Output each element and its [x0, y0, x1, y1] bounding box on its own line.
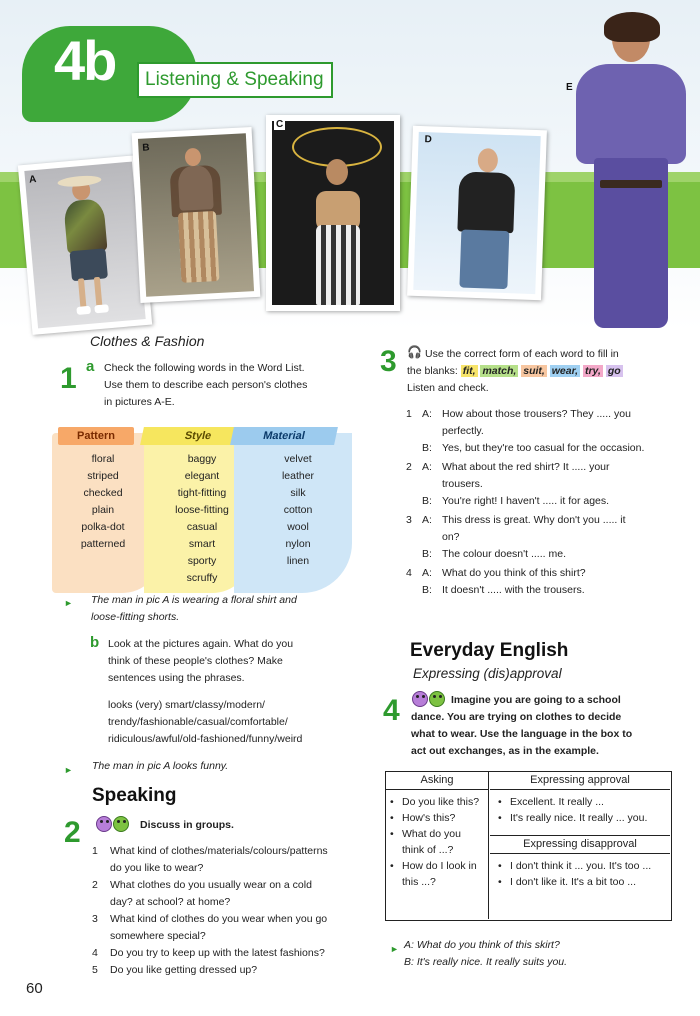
- page-number: 60: [26, 980, 43, 997]
- material-item: wool: [287, 521, 309, 533]
- pair-work-icon: [96, 816, 112, 832]
- exercise-4-line: Imagine you are going to a school: [451, 694, 621, 706]
- dialogue-b: [422, 493, 668, 510]
- photo-e: [556, 8, 700, 330]
- question-line: somewhere special?: [110, 930, 206, 942]
- material-item: cotton: [283, 504, 313, 516]
- question-number: 5: [92, 964, 98, 976]
- everyday-english-subheading: Expressing (dis)approval: [413, 666, 562, 681]
- pattern-list: [58, 451, 148, 553]
- photo-e-label: E: [566, 82, 573, 93]
- exercise-4-instruction: [411, 692, 673, 760]
- dialogue-line: What do you think of this shirt?: [442, 567, 586, 579]
- dialogue-line: trousers.: [442, 478, 483, 490]
- dialogue-line: This dress is great. Why don't you ..... it: [442, 514, 626, 526]
- exercise-1-number: 1: [60, 362, 77, 395]
- style-item: casual: [186, 521, 218, 533]
- speaker-b: B:: [422, 442, 432, 454]
- style-item: loose-fitting: [175, 504, 229, 516]
- material-item: velvet: [284, 453, 312, 465]
- style-item: smart: [188, 538, 216, 550]
- exercise-1a-line: in pictures A-E.: [104, 396, 175, 408]
- phrase-table: [385, 771, 672, 921]
- pattern-item: polka-dot: [81, 521, 125, 533]
- asking-item: • How do I look in this ...?: [390, 858, 480, 890]
- exercise-4-line: what to wear. Use the language in the box to: [411, 728, 633, 740]
- fill-word: fit,: [462, 365, 476, 377]
- photo-a-label: A: [28, 174, 37, 186]
- approval-list: [498, 794, 668, 826]
- dialogue-item: [404, 459, 668, 510]
- speaker-b: B:: [422, 548, 432, 560]
- word-table: [52, 425, 352, 593]
- phrases-list: [108, 697, 358, 748]
- dialogue-line: You're right! I haven't ..... it for ages.: [442, 495, 610, 507]
- speaking-heading: Speaking: [92, 785, 177, 806]
- question-line: Do you like getting dressed up?: [110, 964, 258, 976]
- material-list: [250, 451, 346, 570]
- example-line: B: It's really nice. It really suits you.: [404, 956, 568, 968]
- phrase-line: ridiculous/awful/old-fashioned/funny/weird: [108, 733, 303, 745]
- photo-d: [407, 126, 547, 301]
- material-heading: Material: [230, 427, 338, 445]
- exercise-3-dialogues: [404, 406, 668, 599]
- dialogue-number: 3: [406, 514, 412, 526]
- fill-word: match,: [482, 365, 517, 377]
- pattern-heading: Pattern: [58, 427, 134, 445]
- asking-item: • Do you like this?: [390, 794, 480, 810]
- style-item: elegant: [184, 470, 220, 482]
- speaker-a: A:: [422, 408, 432, 420]
- exercise-2-number: 2: [64, 816, 81, 849]
- photo-d-label: D: [424, 134, 432, 146]
- exercise-1a-line: Check the following words in the Word List.: [104, 362, 305, 374]
- material-item: linen: [286, 555, 310, 567]
- dialogue-item: [404, 512, 668, 563]
- exercise-1b-line: Look at the pictures again. What do you: [108, 638, 294, 650]
- material-item: nylon: [285, 538, 311, 550]
- pattern-item: checked: [83, 487, 123, 499]
- speaker-a: A:: [422, 514, 432, 526]
- exercise-1b-line: think of these people's clothes? Make: [108, 655, 283, 667]
- speaker-b: B:: [422, 495, 432, 507]
- speaking-questions: [92, 843, 362, 979]
- exercise-1a-text: [104, 360, 354, 411]
- lesson-title-text: Listening & Speaking: [145, 69, 324, 90]
- asking-item: • How's this?: [390, 810, 480, 826]
- example-line: The man in pic A is wearing a floral shirt and: [91, 594, 297, 606]
- dialogue-line: The colour doesn't ..... me.: [442, 548, 566, 560]
- section-title-clothes: Clothes & Fashion: [90, 333, 205, 349]
- example-arrow-icon: ►: [64, 598, 73, 608]
- photo-a: [18, 155, 152, 335]
- unit-number: 4b: [54, 29, 116, 92]
- speaker-a: A:: [422, 567, 432, 579]
- exercise-3-line: Listen and check.: [407, 382, 489, 394]
- approval-column: [490, 772, 670, 836]
- photo-b-label: B: [142, 142, 150, 154]
- example-line: A: What do you think of this skirt?: [404, 939, 560, 951]
- fill-word: go: [607, 365, 621, 377]
- speaker-b: B:: [422, 584, 432, 596]
- question-number: 1: [92, 845, 98, 857]
- exercise-1b-letter: b: [90, 634, 100, 651]
- exercise-1a-line: Use them to describe each person's clothes: [104, 379, 308, 391]
- lesson-title: [137, 62, 333, 98]
- phrase-line: looks (very) smart/classy/modern/: [108, 699, 265, 711]
- dialogue-number: 4: [406, 567, 412, 579]
- exercise-1b-text: [108, 636, 358, 687]
- asking-item: • What do you think of ...?: [390, 826, 480, 858]
- question-number: 4: [92, 947, 98, 959]
- question-line: What kind of clothes do you wear when you go: [110, 913, 328, 925]
- material-item: silk: [290, 487, 306, 499]
- example-arrow-icon: ►: [390, 944, 399, 954]
- material-item: leather: [281, 470, 315, 482]
- exercise-3-prefix: the blanks:: [407, 365, 458, 377]
- pattern-item: patterned: [80, 538, 126, 550]
- exercise-3-line: Use the correct form of each word to fill in: [425, 348, 619, 360]
- dialogue-item: [404, 565, 668, 599]
- everyday-english-heading: Everyday English: [410, 640, 569, 661]
- style-item: baggy: [187, 453, 217, 465]
- exercise-4-line: dance. You are trying on clothes to decide: [411, 711, 622, 723]
- asking-list: [390, 794, 480, 890]
- dialogue-line: Yes, but they're too casual for the occasion.: [442, 442, 645, 454]
- exercise-1b-line: sentences using the phrases.: [108, 672, 245, 684]
- exercise-1a-example: [91, 592, 361, 626]
- exercise-4-line: act out exchanges, as in the example.: [411, 745, 599, 757]
- dialogue-line: on?: [442, 531, 460, 543]
- dialogue-b: [422, 440, 668, 457]
- disapproval-column: [490, 836, 670, 919]
- dialogue-line: What about the red shirt? It ..... your: [442, 461, 610, 473]
- style-item: scruffy: [186, 572, 218, 584]
- disapproval-item: • I don't think it ... you. It's too ...: [498, 858, 666, 874]
- example-arrow-icon: ►: [64, 765, 73, 775]
- asking-column: [386, 772, 489, 919]
- style-list: [154, 451, 250, 587]
- exercise-2-instruction: Discuss in groups.: [140, 819, 234, 831]
- approval-heading: Expressing approval: [490, 772, 670, 790]
- question-item: [92, 945, 362, 962]
- dialogue-b: [422, 582, 668, 599]
- exercise-3-words-line: [407, 363, 677, 380]
- pattern-item: striped: [87, 470, 119, 482]
- photo-c: [266, 115, 400, 311]
- question-number: 3: [92, 913, 98, 925]
- style-item: tight-fitting: [177, 487, 227, 499]
- style-heading: Style: [140, 427, 256, 445]
- dialogue-number: 2: [406, 461, 412, 473]
- exercise-4-example: [404, 937, 674, 971]
- dialogue-number: 1: [406, 408, 412, 420]
- pair-work-icon: [113, 816, 129, 832]
- dialogue-line: How about those trousers? They ..... you: [442, 408, 631, 420]
- example-line: loose-fitting shorts.: [91, 611, 180, 623]
- dialogue-b: [422, 546, 668, 563]
- exercise-3-instruction: [407, 346, 677, 397]
- question-line: What clothes do you usually wear on a cold: [110, 879, 312, 891]
- disapproval-item: • I don't like it. It's a bit too ...: [498, 874, 666, 890]
- style-item: sporty: [187, 555, 217, 567]
- phrase-line: trendy/fashionable/casual/comfortable/: [108, 716, 288, 728]
- approval-item: • Excellent. It really ...: [498, 794, 668, 810]
- question-line: do you like to wear?: [110, 862, 204, 874]
- question-item: [92, 843, 362, 877]
- approval-item: • It's really nice. It really ... you.: [498, 810, 668, 826]
- disapproval-list: [498, 858, 666, 890]
- asking-heading: Asking: [386, 772, 488, 790]
- question-item: [92, 911, 362, 945]
- question-number: 2: [92, 879, 98, 891]
- question-item: [92, 877, 362, 911]
- headphones-icon: 🎧: [407, 345, 422, 359]
- pattern-item: floral: [91, 453, 115, 465]
- question-line: What kind of clothes/materials/colours/patterns: [110, 845, 328, 857]
- speaker-a: A:: [422, 461, 432, 473]
- fill-word: wear,: [551, 365, 579, 377]
- photo-c-label: C: [276, 119, 284, 130]
- question-line: day? at school? at home?: [110, 896, 231, 908]
- photo-b: [132, 127, 261, 303]
- dialogue-item: [404, 406, 668, 457]
- pattern-item: plain: [91, 504, 115, 516]
- fill-word: try,: [584, 365, 601, 377]
- dialogue-line: It doesn't ..... with the trousers.: [442, 584, 585, 596]
- question-line: Do you try to keep up with the latest fashions?: [110, 947, 325, 959]
- exercise-4-number: 4: [383, 694, 400, 727]
- dialogue-line: perfectly.: [442, 425, 484, 437]
- exercise-3-number: 3: [380, 345, 397, 378]
- exercise-1b-example: The man in pic A looks funny.: [92, 760, 229, 772]
- fill-word: suit,: [523, 365, 545, 377]
- question-item: [92, 962, 362, 979]
- exercise-1a-letter: a: [86, 358, 95, 375]
- disapproval-heading: Expressing disapproval: [490, 836, 670, 854]
